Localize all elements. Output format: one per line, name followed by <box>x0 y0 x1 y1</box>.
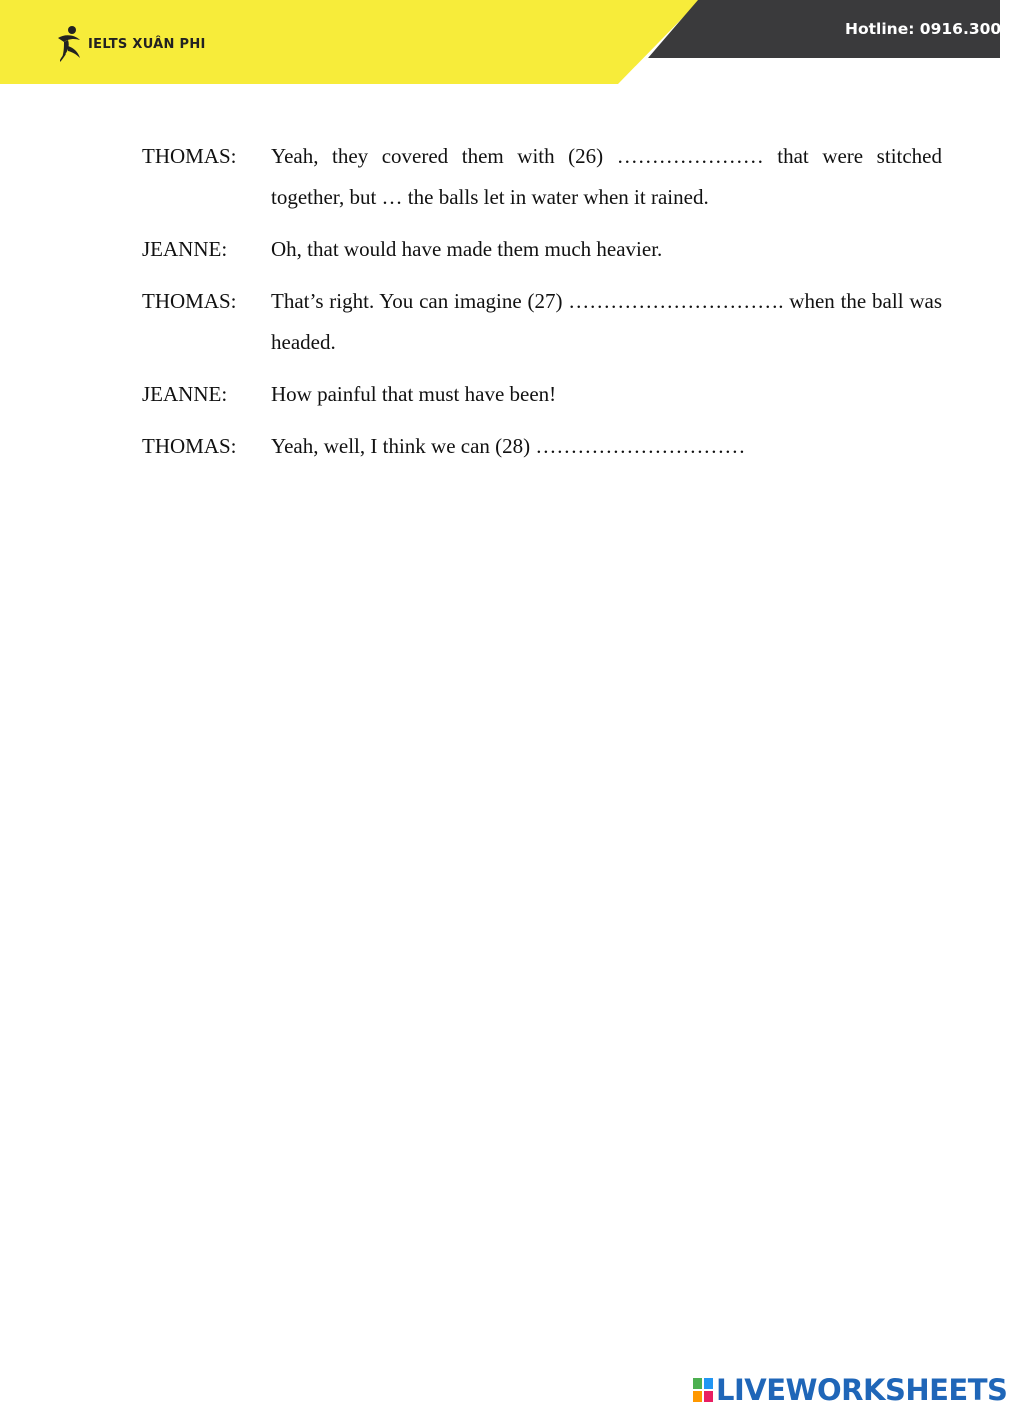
hotline-text: Hotline: 0916.300.7 <box>845 20 1018 38</box>
dialogue-line <box>142 136 942 218</box>
speaker-label: THOMAS: <box>142 289 237 313</box>
live-blocks-icon <box>693 1378 713 1402</box>
utterance-text: How painful that must have been! <box>271 382 557 406</box>
dialogue-transcript <box>142 136 942 478</box>
dialogue-line <box>142 374 942 415</box>
utterance-text: Yeah, they covered them with (26) ………………… that were stitched together, but … the balls let in water when it rained. <box>271 144 942 209</box>
page-header <box>0 0 1018 84</box>
dialogue-line <box>142 281 942 363</box>
hotline-area <box>0 0 1018 60</box>
speaker-label: THOMAS: <box>142 144 237 168</box>
utterance-text: Oh, that would have made them much heavier. <box>271 237 663 261</box>
speaker-label: THOMAS: <box>142 434 237 458</box>
liveworksheets-wordmark: LIVEWORKSHEETS <box>716 1373 1008 1407</box>
dialogue-line <box>142 229 942 270</box>
utterance-text: That’s right. You can imagine (27) …………………………. when the ball was headed. <box>271 289 942 354</box>
speaker-label: JEANNE: <box>142 382 228 406</box>
dialogue-line <box>142 426 942 467</box>
utterance-text: Yeah, well, I think we can (28) ………………………… <box>271 434 746 458</box>
speaker-label: JEANNE: <box>142 237 228 261</box>
brand-name: IELTS XUÂN PHI <box>88 36 206 52</box>
liveworksheets-logo[interactable] <box>693 1374 1007 1406</box>
